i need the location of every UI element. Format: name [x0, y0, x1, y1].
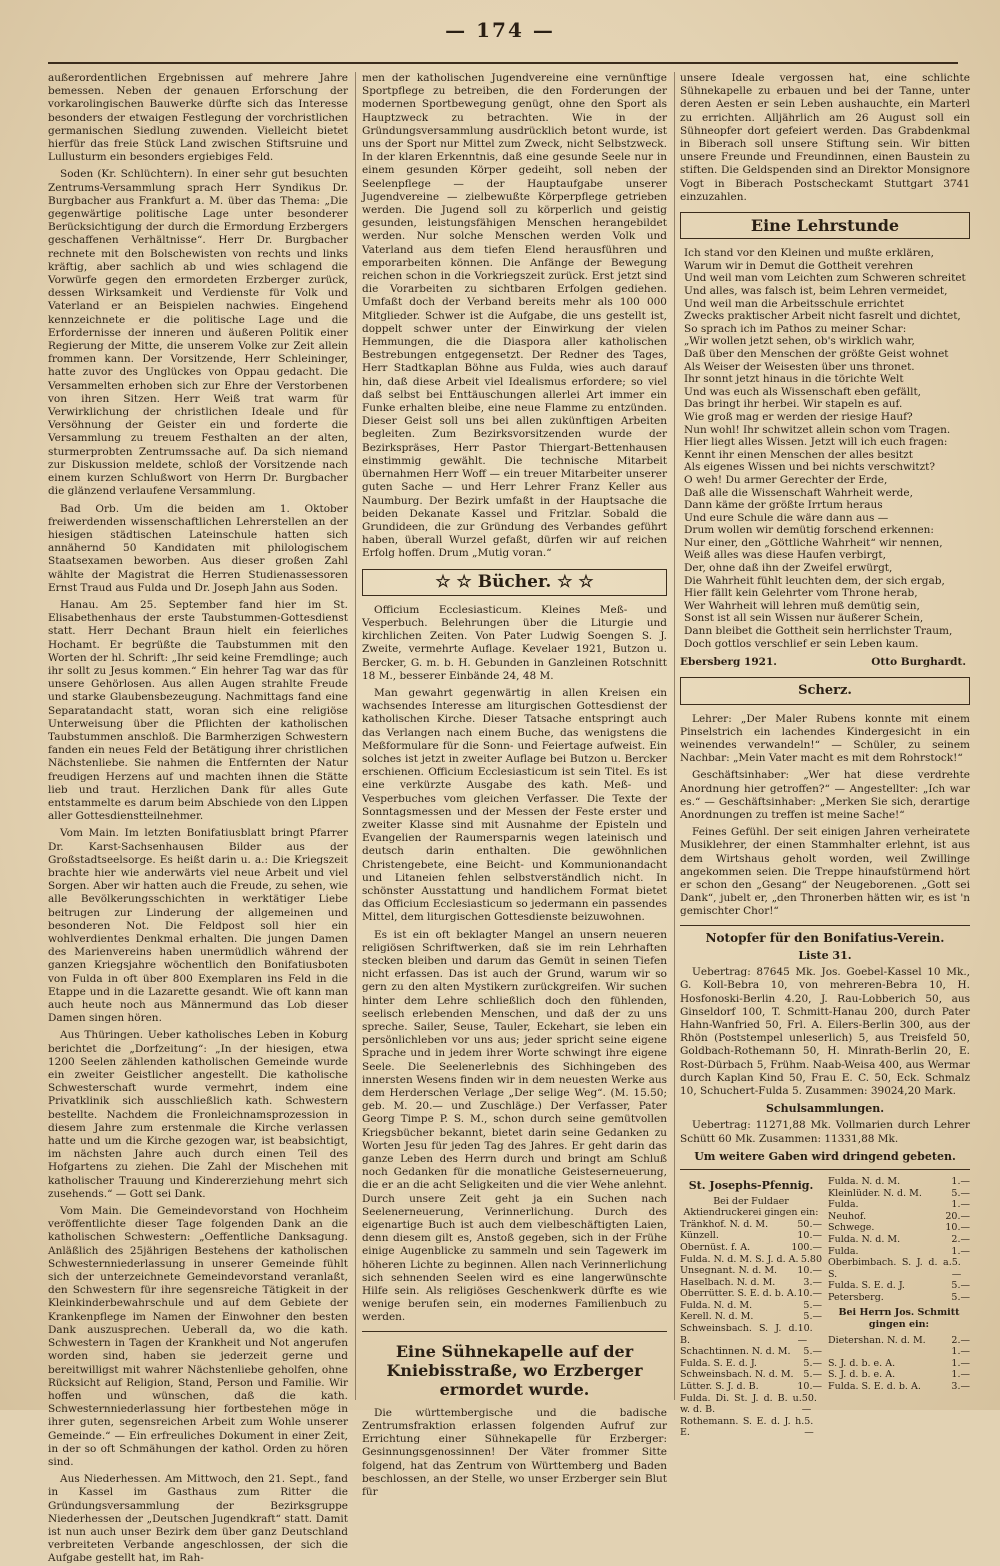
donor-name: Fulda. S. E. d. b. A.	[828, 1381, 921, 1393]
donor-name: Oberrütter. S. E. d. b. A.	[680, 1288, 797, 1300]
book-review: Man gewahrt gegenwärtig in allen Kreisen ein wachsendes Interesse am liturgischen Gottesdienst der katholischen Kirche. Dieser Tatsache entspringt auch das Verlangen nach einem Buche, das wenigstens die Meßformulare für die Sonn- und Feiertage aufweist. Ein solches ist jetzt in zweiter Auflage bei Butzon u. Bercker erschienen. Officium Ecclesiasticum ist sein Titel. Es ist eine verkürzte Ausgabe des kath. Meß- und Vesperbuches vom gleichen Verfasser. Die Texte der Sonntagsmessen und der Messen der Feste erster und zweiter Klasse sind mit Ausnahme der Episteln und Evangelien der Raumersparnis wegen lateinisch und deutsch darin enthalten. Die gewöhnlichen Christengebete, eine Beicht- und Kommunionandacht und Litaneien fehlen selbstverständlich nicht. In schönster Ausstattung und handlichem Format bietet das Officium Ecclesiasticum so jedermann ein passendes Mittel, dem liturgischen Gottesdienste beizuwohnen.	[362, 686, 667, 924]
donor-name: Kerell. N. d. M.	[680, 1311, 754, 1323]
donation-list	[680, 1219, 822, 1439]
donation-amount: 5.—	[803, 1346, 822, 1358]
donation-amount: 5.—	[803, 1357, 822, 1369]
donation-row	[680, 1219, 822, 1231]
donation-amount: 5.—	[951, 1291, 970, 1303]
donation-list	[828, 1335, 970, 1393]
notopfer-list-number: Liste 31.	[798, 948, 852, 962]
donation-list	[828, 1176, 970, 1304]
donation-row	[828, 1280, 970, 1292]
poem-line: Nun wohl! Ihr schwitzet allein schon vom Tragen.	[684, 423, 951, 436]
book-review-2: Es ist ein oft beklagter Mangel an unsern neueren religiösen Schriftwerken, daß sie im rein Lehrhaften stecken bleiben und darum das Gemüt in seinen Tiefen nicht erfassen. Das ist auch der Grund, warum wir so gern zu den alten Mystikern zurückgreifen. Wir suchen hinter dem Lehre schließlich doch den fühlenden, seelisch erlebenden Menschen, und daß der zu uns spreche. Sailer, Seuse, Tauler, Eckehart, sie leben ein persönlichleben vor uns aus; jeder spricht seine eigene Sprache und in jedem ihrer Worte schwingt ihre eigene Seele. Die Seelenerlebnis des Sichhingeben des innersten Wesens finden wir in dem neuesten Werke aus dem Herderschen Verlage „Der selige Weg“. (M. 15.50; geb. M. 20.— und Zuschläge.) Der Verfasser, Pater Georg Timpe P. S. M., schon durch seine gemütvollen Kriegsbücher bekannt, bietet darin seine Gedanken zu Worten Jesu für jeden Tag des Jahres. Er geht darin das ganze Leben des Herrn durch und bringt am Schluß noch Gedanken für die monatliche Geisteserneuerung, die er an die acht Seligkeiten und die vier Wehe anlehnt. Durch unsere Zeit geht ja ein Suchen nach Seelenerneuerung, Verinnerlichung. Durch des eigenartige Buch ist auch dem vielbeschäftigten Laien, denn diesem gilt es, Anstoß gegeben, sich in der Frühe einige Augenblicke zu sammeln und sein Tagewerk im höheren Lichte zu beginnen. Allen nach Verinnerlichung sich sehnenden Seelen wird es eine langerwünschte Hilfe sein. Als religiöses Geschenkwerk dürfte es wie wenige berufen sein, ein modernes Familienbuch zu werden.	[362, 928, 667, 1324]
poem-line: Und weil man die Arbeitsschule errichtet	[684, 297, 904, 310]
donor-name: Schweinsbach. N. d. M.	[680, 1369, 794, 1381]
book-review-title: Officium Ecclesiasticum. Kleines Meß- und Vesperbuch. Belehrungen über die Liturgie und kirchlichen Zeiten. Von Pater Ludwig Soengen S. J. Zweite, vermehrte Auflage. Kevelaer 1921, Butzon u. Bercker, G. m. b. H. Gebunden in Ganzleinen Rotschnitt 18 M., besserer Einbände 24, 48 M.	[362, 603, 667, 682]
donation-row	[828, 1335, 970, 1347]
poem-line: Das bringt ihr herbei. Wir stapeln es auf.	[684, 398, 903, 411]
donor-name: Künzell.	[680, 1230, 719, 1242]
joke: Lehrer: „Der Maler Rubens konnte mit einem Pinselstrich ein lachendes Kindergesicht in ein weinendes verwandeln!“ — Schüler, zu seinem Nachbar: „Mein Vater macht es mit dem Rohrstock!“	[680, 712, 970, 765]
donation-row	[828, 1257, 970, 1280]
poem-line: Die Wahrheit fühlt leuchten dem, der sich ergab,	[684, 574, 945, 587]
donation-amount: 1.—	[951, 1357, 970, 1369]
donation-amount: 10.—	[797, 1288, 822, 1300]
article-hanau: Hanau. Am 25. September fand hier im St. Elisabethenhaus der erste Taubstummen-Gottesdienst statt. Herr Dechant Braun hielt ein feierliches Hochamt. Er begrüßte die Taubstummen mit den Worten der hl. Schrift: „Ihr seid keine Fremdlinge; auch ihr sollt zu Jesus kommen.“ Ein hehrer Tag war das für unsere Gehörlosen. Aus allen Augen strahlte Freude und starke Glaubensbezeugung. Nachmittags fand eine Separatandacht statt, woran sich eine religiöse Unterweisung über die Pflichten der katholischen Taubstummen anschloß. Die Barmherzigen Schwestern fanden ein neues Feld der Betätigung ihrer christlichen Nächstenliebe. Sie nahmen die Entfernten der Natur freudigen Herzens auf und machten ihnen die Stätte lieb und traut. Herzlichen Dank für alles Gute entstammelte es darum beim Abschiede von den Lippen aller Gottesdienstteilnehmer.	[48, 598, 348, 823]
donation-row	[680, 1393, 822, 1416]
poem-line: Ihr sonnt jetzt hinaus in die törichte Welt	[684, 373, 904, 386]
poem-line: Daß über den Menschen der größte Geist wohnet	[684, 347, 949, 360]
poem-line: Hier fällt kein Gelehrter vom Throne herab,	[684, 587, 918, 600]
article-paragraph: außerordentlichen Ergebnissen auf mehrere Jahre bemessen. Neben der genauen Erforschung der vorkarolingischen Bauwerke dürfte sich das Interesse besonders der etwaigen Festlegung der vorchristlichen germanischen Siedlung zuwenden. Vielleicht bietet hierfür das freie Stück Land zwischen Stiftsruine und Lullusturm ein besonders ergiebiges Feld.	[48, 72, 348, 164]
poem-line: Und alles, was falsch ist, beim Lehren vermeidet,	[684, 285, 948, 298]
donation-amount: 3.—	[951, 1381, 970, 1393]
donation-amount: 100.—	[791, 1241, 822, 1253]
donor-name: Fulda. Di. St. J. d. B. u. w. d. B.	[680, 1392, 802, 1416]
column-1	[48, 72, 348, 1565]
donation-row	[680, 1346, 822, 1358]
donor-name: Rothemann. S. E. d. J. h. E.	[680, 1415, 805, 1439]
suehnekapelle-continued: unsere Ideale vergossen hat, eine schlichte Sühnekapelle zu erbauen und bei der Tanne, unter deren Aesten er sein Leben aushauchte, ein Marterl zu errichten. Alljährlich am 26 August soll ein Sühneopfer dort gefeiert werden. Das Grabdenkmal in Biberach soll unsere Stiftung sein. Wir bitten unsere Freunde und Freundinnen, einen Baustein zu stiften. Die Geldspenden sind an Direktor Monsignore Vogt in Biberach Postscheckamt Stuttgart 3741 einzuzahlen.	[680, 72, 970, 203]
poem-heading: Eine Lehrstunde	[680, 212, 970, 239]
donation-amount: 10.—	[797, 1230, 822, 1242]
article-paragraph: men der katholischen Jugendvereine eine vernünftige Sportpflege zu betreiben, die den Forderungen der modernen Sportbewegung genügt, ohne den Sport als Hauptzweck zu betrachten. Wie in der Gründungsversammlung ausdrücklich betont wurde, ist uns der Sport nur Mittel zum Zweck, nicht Selbstzweck. In der klaren Erkenntnis, daß eine gesunde Seele nur in einem gesunden Körper gedeiht, soll neben der Seelenpflege — der Hauptaufgabe unserer Jugendvereine — zielbewußte Körperpflege getrieben werden. Die Jugend soll zu körperlich und geistig gesunden, leistungsfähigen Menschen herangebildet werden. Nur solche Menschen werden Volk und Vaterland aus dem tiefen Elend herausführen und emporarbeiten können. Die Anfänge der Bewegung reichen schon in die Vorkriegszeit zurück. Erst jetzt sind die Vorarbeiten zu sichtbaren Erfolgen gediehen. Umfaßt doch der Verband bereits mehr als 100 000 Mitglieder. Schwer ist die Aufgabe, die uns gestellt ist, doppelt schwer unter der Einwirkung der vielen Hemmungen, die die Diaspora aller katholischen Bestrebungen entgegensetzt. Der Redner des Tages, Herr Stadtkaplan Böhne aus Fulda, wies auch darauf hin, daß diese Arbeit viel Idealismus erfordere; so viel daß selbst bei Enttäuschungen allerlei Art immer ein Funke erhalten bleibe, eine neue Flamme zu entzünden. Dieser Geist soll uns bei allen zukünftigen Arbeiten begleiten. Zum Bezirksvorsitzenden wurde der Bezirkspräses, Herr Pastor Thiergart-Bettenhausen einstimmig gewählt. Die technische Mitarbeit übernahmen Herr Woff — ein treuer Mitarbeiter unserer guten Sache — und Herr Lehrer Franz Keller aus Naumburg. Der Bezirk umfaßt in der Hauptsache die beiden Dekanate Kassel und Fritzlar. Sobald die Grundideen, die zur Gründung des Verbandes geführt haben, überall Wurzel gefaßt, dürfen wir auf reichen Erfolg hoffen. Drum „Mutig voran.“	[362, 72, 667, 560]
donation-row	[680, 1277, 822, 1289]
donation-amount: 2.—	[951, 1233, 970, 1245]
donor-name: Schweinsbach. S. J. d. B.	[680, 1323, 798, 1346]
donation-amount: 2.—	[951, 1334, 970, 1346]
notopfer-text: Uebertrag: 87645 Mk. Jos. Goebel-Kassel 10 Mk., G. Koll-Bebra 10, von mehreren-Bebra 10, H. Hosfonoski-Berlin 4.20, J. Rau-Lobberich 50, aus Ginseldorf 100, T. Schmitt-Hanau 200, durch Pater Hahn-Wanfried 50, Frl. A. Eilers-Berlin 300, aus der Rhön (Poststempel unleserlich) 5, aus Treisfeld 50, Goldbach-Rothemann 50, H. Minrath-Berlin 20, E. Rost-Dürbach 5, Frühm. Naab-Weisa 400, aus Wermar durch Kaplan Kind 50, Frau E. C. 50, Eck. Schmalz 10, Schuchert-Fulda 5. Zusammen: 39024,20 Mark.	[680, 966, 970, 1097]
donation-row	[680, 1230, 822, 1242]
donation-row	[680, 1369, 822, 1381]
poem-line: Nur einer, den „Göttliche Wahrheit“ wir nennen,	[684, 536, 943, 549]
poem-line: Dann käme der größte Irrtum heraus	[684, 499, 883, 512]
poem-place: Ebersberg 1921.	[680, 656, 777, 669]
donation-row	[680, 1323, 822, 1346]
donation-row	[828, 1199, 970, 1211]
poem-line: So sprach ich im Pathos zu meiner Schar:	[684, 322, 907, 335]
donor-name: Obernüst. f. A.	[680, 1241, 751, 1253]
divider	[680, 1169, 970, 1170]
poem-line: Und was euch als Wissenschaft eben gefällt,	[684, 385, 922, 398]
donation-amount: 1.—	[951, 1199, 970, 1211]
donation-row	[680, 1288, 822, 1300]
donor-name: Schachtinnen. N. d. M.	[680, 1346, 791, 1358]
donation-row	[828, 1188, 970, 1200]
poem-line: Drum wollen wir demütig forschend erkennen:	[684, 524, 934, 537]
poem-line: Warum wir in Demut die Gottheit verehren	[684, 259, 914, 272]
donation-amount: 5.—	[803, 1369, 822, 1381]
donor-name: Fulda. S. E. d. J.	[828, 1280, 905, 1292]
donation-amount: 1.—	[951, 1245, 970, 1257]
scherz-heading: Scherz.	[680, 677, 970, 704]
article-bad-orb: Bad Orb. Um die beiden am 1. Oktober freiwerdenden wissenschaftlichen Lehrerstellen an der hiesigen städtischen Lateinschule hatten sich annähernd 50 Kandidaten mit philologischem Staatsexamen beworben. Aus dieser großen Zahl wählte der Magistrat die Herren Studienassessoren Ernst Traud aus Fulda und Dr. Joseph Jahn aus Soden.	[48, 502, 348, 594]
divider	[362, 1331, 667, 1332]
donation-row	[828, 1222, 970, 1234]
suehnekapelle-heading: Eine Sühnekapelle auf der Kniebisstraße, wo Erzberger ermordet wurde.	[386, 1341, 643, 1399]
donor-name: S. J. d. b. e. A.	[828, 1357, 896, 1369]
poem-line: Wie groß mag er werden der riesige Hauf?	[684, 410, 913, 423]
donation-row	[828, 1246, 970, 1258]
poem-line: Weiß alles was diese Haufen verbirgt,	[684, 549, 886, 562]
poem-signature	[680, 656, 966, 669]
josephs-pfennig-table	[680, 1176, 970, 1439]
donor-name: Oberbimbach. S. J. d. a. S.	[828, 1257, 952, 1280]
donation-amount: 1.—	[951, 1369, 970, 1381]
donor-name: Petersberg.	[828, 1291, 884, 1303]
donor-name: Fulda. N. d. M. S. J. d. A.	[680, 1253, 799, 1265]
header-rule	[48, 62, 958, 64]
donor-name: Unsegnant. N. d. M.	[680, 1265, 778, 1277]
donation-row	[828, 1381, 970, 1393]
poem-line: „Wir wollen jetzt sehen, ob's wirklich wahr,	[684, 335, 915, 348]
donation-row	[828, 1358, 970, 1370]
donation-row	[828, 1211, 970, 1223]
donation-amount: 1.—	[951, 1175, 970, 1187]
donor-name: S. J. d. b. e. A.	[828, 1369, 896, 1381]
column-divider	[674, 72, 675, 1400]
column-2	[362, 72, 667, 1498]
poem-line: Kennt ihr einen Menschen der alles besitzt	[684, 448, 913, 461]
joke: Geschäftsinhaber: „Wer hat diese verdrehte Anordnung hier getroffen?“ — Angestellter: „Ich war es.“ — Geschäftsinhaber: „Merken Sie sich, derartige Anordnungen zu treffen ist meine Sache!“	[680, 769, 970, 822]
donation-row	[828, 1369, 970, 1381]
donor-name: Fulda.	[828, 1245, 859, 1257]
donation-row	[680, 1265, 822, 1277]
donation-amount: 10.—	[797, 1381, 822, 1393]
donor-name: Fulda. S. E. d. J.	[680, 1357, 757, 1369]
josephs-pfennig-subheading: Bei der Fuldaer Aktiendruckerei gingen ein:	[683, 1195, 819, 1219]
donor-name: Fulda. N. d. M.	[680, 1299, 753, 1311]
poem-line: Der, ohne daß ihn der Zweifel erwürgt,	[684, 562, 893, 575]
donor-name: Fulda. N. d. M.	[828, 1233, 901, 1245]
page-number: — 174 —	[445, 18, 555, 42]
joke: Feines Gefühl. Der seit einigen Jahren verheiratete Musiklehrer, der einen Stammhalter erlehnt, ist aus dem Wirtshaus geholt worden, weil Zwillinge angekommen seien. Die Treppe hinaufstürmend hört er schon den „Gesang“ der Neugeborenen. „Gott sei Dank“, jubelt er, „den Thronerben hätten wir, es ist 'n gemischter Chor!“	[680, 826, 970, 918]
donor-name: Lütter. S. J. d. B.	[680, 1381, 759, 1393]
donation-amount: 20.—	[945, 1210, 970, 1222]
poem-line: Wer Wahrheit will lehren muß demütig sein,	[684, 599, 920, 612]
donation-row	[828, 1234, 970, 1246]
poem-line: Doch gottlos verschlief er sein Leben kaum.	[684, 637, 919, 650]
article-vom-main: Vom Main. Im letzten Bonifatiusblatt bringt Pfarrer Dr. Karst-Sachsenhausen Bilder aus der Großstadtseelsorge. Es heißt darin u. a.: Die Kriegszeit brachte hier wie anderwärts viel neue Arbeit und viel Sorgen. Aber wir hatten auch die Freude, zu sehen, wie alle Bevölkerungsschichten in werktätiger Liebe beitrugen zur Linderung der allgemeinen und besonderen Not. Die Feldpost soll hier ein wohlverdientes Denkmal erhalten. Die jungen Damen des Marienvereins haben unermüdlich während der ganzen Kriegsjahre wöchentlich den Bonifatiusboten von Fulda in oft über 800 Exemplaren ins Feld in die Etappe und in die Lazarette gesandt. Wie oft kann man auch heute noch aus Männermund das Lob dieser Damen singen hören.	[48, 827, 348, 1025]
donation-row	[680, 1254, 822, 1266]
donor-name: Fulda. N. d. M.	[828, 1175, 901, 1187]
donation-amount: 10.—	[797, 1323, 813, 1346]
suehnekapelle-article: Die württembergische und die badische Zentrumsfraktion erlassen folgenden Aufruf zur Errichtung einer Sühnekapelle für Erzberger: Gesinnungsgenossinnen! Der Väter frommer Sitte folgend, hat das Zentrum von Württemberg und Baden beschlossen, an der Stelle, wo unser Erzberger sein Blut für	[362, 1406, 667, 1498]
appeal-text: Um weitere Gaben wird dringend gebeten.	[694, 1149, 956, 1163]
column-3	[680, 72, 970, 1439]
poem-line: Als Weiser der Weisesten über uns thronet.	[684, 360, 915, 373]
donation-amount: 10.—	[797, 1265, 822, 1277]
josephs-pfennig-right	[828, 1176, 970, 1439]
donation-amount: 5.—	[951, 1280, 970, 1292]
poem-line: Ich stand vor den Kleinen und mußte erklären,	[684, 247, 934, 260]
donation-amount: 10.—	[945, 1222, 970, 1234]
donation-amount: 5.—	[951, 1257, 962, 1280]
donor-name: Schwege.	[828, 1222, 875, 1234]
donor-name: Fulda.	[828, 1199, 859, 1211]
poem	[684, 247, 970, 650]
josephs-pfennig-subheading-2: Bei Herrn Jos. Schmitt gingen ein:	[838, 1307, 960, 1331]
poem-line: Sonst ist all sein Wissen nur äußerer Schein,	[684, 612, 924, 625]
article-vom-main-2: Vom Main. Die Gemeindevorstand von Hochheim veröffentlichte dieser Tage folgenden Dank an die katholischen Schwestern: „Oeffentliche Danksagung. Anläßlich des 25jährigen Bestehens der katholischen Schwesternniederlassung in unserer Gemeinde fühlt sich der unterzeichnete Gemeindevorstand veranlaßt, den Schwestern für ihre segensreiche Tätigkeit in der Kleinkinderbewahrschule und auf dem Gebiete der Krankenpflege im Namen der Einwohner den besten Dank auszusprechen. Ueberall da, wo die kath. Schwestern in Tagen der Krankheit und Not angerufen worden sind, haben sie jederzeit gerne und bereitwilligst mit wahrer Nächstenliebe geholfen, ohne Rücksicht auf Religion, Stand, Person und Familie. Wir hoffen und wünschen, daß die kath. Schwesternniederlassung hier fortbestehen möge in ihrer guten, segensreichen Arbeit zum Wohle unserer Gemeinde.“ — Ein erfreuliches Dokument in einer Zeit, in der so oft Schmähungen der kathol. Orden zu hören sind.	[48, 1205, 348, 1468]
schulsammlungen-text: Uebertrag: 11271,88 Mk. Vollmarien durch Lehrer Schütt 60 Mk. Zusammen: 11331,88 Mk.	[680, 1119, 970, 1145]
donation-row	[680, 1416, 822, 1439]
donation-row	[680, 1381, 822, 1393]
donation-row	[680, 1358, 822, 1370]
donation-amount: 5.—	[804, 1415, 814, 1439]
poem-line: Daß alle die Wissenschaft Wahrheit werde,	[684, 486, 913, 499]
donor-name: Kleinlüder. N. d. M.	[828, 1187, 922, 1199]
poem-line: Und eure Schule die wäre dann aus —	[684, 511, 889, 524]
poem-line: Zwecks praktischer Arbeit nicht fasrelt und dichtet,	[684, 310, 961, 323]
josephs-pfennig-heading: St. Josephs-Pfennig.	[688, 1178, 814, 1192]
donation-row	[828, 1176, 970, 1188]
article-niederhessen: Aus Niederhessen. Am Mittwoch, den 21. Sept., fand in Kassel im Gasthaus zum Ritter die Gründungsversammlung der Bezirksgruppe Niederhessen der „Deutschen Jugendkraft“ statt. Damit ist nun auch unser Bezirk dem über ganz Deutschland verbreiteten Verbande angeschlossen, der sich die Aufgabe gestellt hat, im Rah-	[48, 1473, 348, 1565]
donation-amount: 5.—	[803, 1299, 822, 1311]
donor-name: Dietershan. N. d. M.	[828, 1334, 926, 1346]
poem-line: Und weil man vom Leichten zum Schweren schreitet	[684, 272, 966, 285]
column-divider	[355, 72, 356, 1400]
article-thueringen: Aus Thüringen. Ueber katholisches Leben in Koburg berichtet die „Dorfzeitung“: „In der hiesigen, etwa 1200 Seelen zählenden katholischen Gemeinde wurde ein zweiter Geistlicher angestellt. Die katholische Schwesterschaft wurde vermehrt, indem eine Privatklinik sich ausschließlich kath. Schwestern bestellte. Nachdem die Fronleichnamsprozession in diesem Jahre zum erstenmale die Kirche verlassen hatte und um die Kirche gezogen war, ist beabsichtigt, im nächsten Jahre auch durch einen Teil des Hofgartens zu ziehen. Die Zahl der Mischehen mit katholischer Trauung und Kindererziehung mehrt sich zusehends.“ — Gott sei Dank.	[48, 1029, 348, 1200]
donation-amount: 50.—	[797, 1218, 822, 1230]
donation-amount: 1.—	[951, 1346, 970, 1358]
donation-row	[828, 1346, 970, 1358]
donation-row	[680, 1300, 822, 1312]
donation-row	[680, 1311, 822, 1323]
divider	[680, 925, 970, 926]
donor-name: Haselbach. N. d. M.	[680, 1276, 776, 1288]
donor-name: Tränkhof. N. d. M.	[680, 1218, 769, 1230]
donation-amount: 5.—	[951, 1187, 970, 1199]
schulsammlungen-heading: Schulsammlungen.	[765, 1102, 885, 1116]
donation-row	[828, 1292, 970, 1304]
donation-amount: 3.—	[803, 1276, 822, 1288]
article-soden: Soden (Kr. Schlüchtern). In einer sehr gut besuchten Zentrums-Versammlung sprach Herr Syndikus Dr. Burgbacher aus Frankfurt a. M. über das Thema: „Die gegenwärtige politische Lage unter besonderer Berücksichtigung der durch die Ermordung Erzbergers geschaffenen Verhältnisse“. Herr Dr. Burgbacher rechnete mit den Bolschewisten von rechts und links kräftig, aber sachlich ab und wies schlagend die Vorwürfe gegen den ermordeten Erzberger zurück, dessen Wirksamkeit und Verdienste für Volk und Vaterland er an Beispielen nachwies. Eingehend kennzeichnete er die politische Lage und die Erfordernisse der inneren und äußeren Politik einer Regierung der Mitte, die unserem Volke zur Zeit allein frommen kann. Der Vorsitzende, Herr Schleininger, hatte zuvor des Unglückes von Oppau gedacht. Die Versammelten erhoben sich zur Ehre der Verstorbenen von ihren Sitzen. Herr Weiß trat warm für Verwirklichung der christlichen Ideale und für Versöhnung der Geister ein und forderte die Versammlung zu treuem Festhalten an der alten, sturmerprobten Zentrumssache auf. Da sich niemand zur Diskussion meldete, schloß der Vorsitzende nach einem kurzen Schlußwort von Herrn Dr. Burgbacher die glänzend verlaufene Versammlung.	[48, 168, 348, 498]
poem-author: Otto Burghardt.	[871, 656, 966, 669]
poem-line: Als eigenes Wissen und bei nichts verschwitzt?	[684, 461, 936, 474]
donation-row	[680, 1242, 822, 1254]
donor-name: Neuhof.	[828, 1210, 867, 1222]
poem-line: Dann bleibet die Gottheit sein herrlichster Traum,	[684, 625, 953, 638]
poem-line: Hier liegt alles Wissen. Jetzt will ich euch fragen:	[684, 436, 948, 449]
donation-amount: 5.80	[800, 1253, 822, 1265]
donation-amount: 5.—	[803, 1311, 822, 1323]
books-section-heading: ☆ ☆ Bücher. ☆ ☆	[362, 569, 667, 596]
notopfer-heading: Notopfer für den Bonifatius-Verein.	[705, 930, 945, 945]
donation-amount: 50.—	[801, 1392, 817, 1416]
poem-line: O weh! Du armer Gerechter der Erde,	[684, 473, 888, 486]
josephs-pfennig-left	[680, 1176, 822, 1439]
